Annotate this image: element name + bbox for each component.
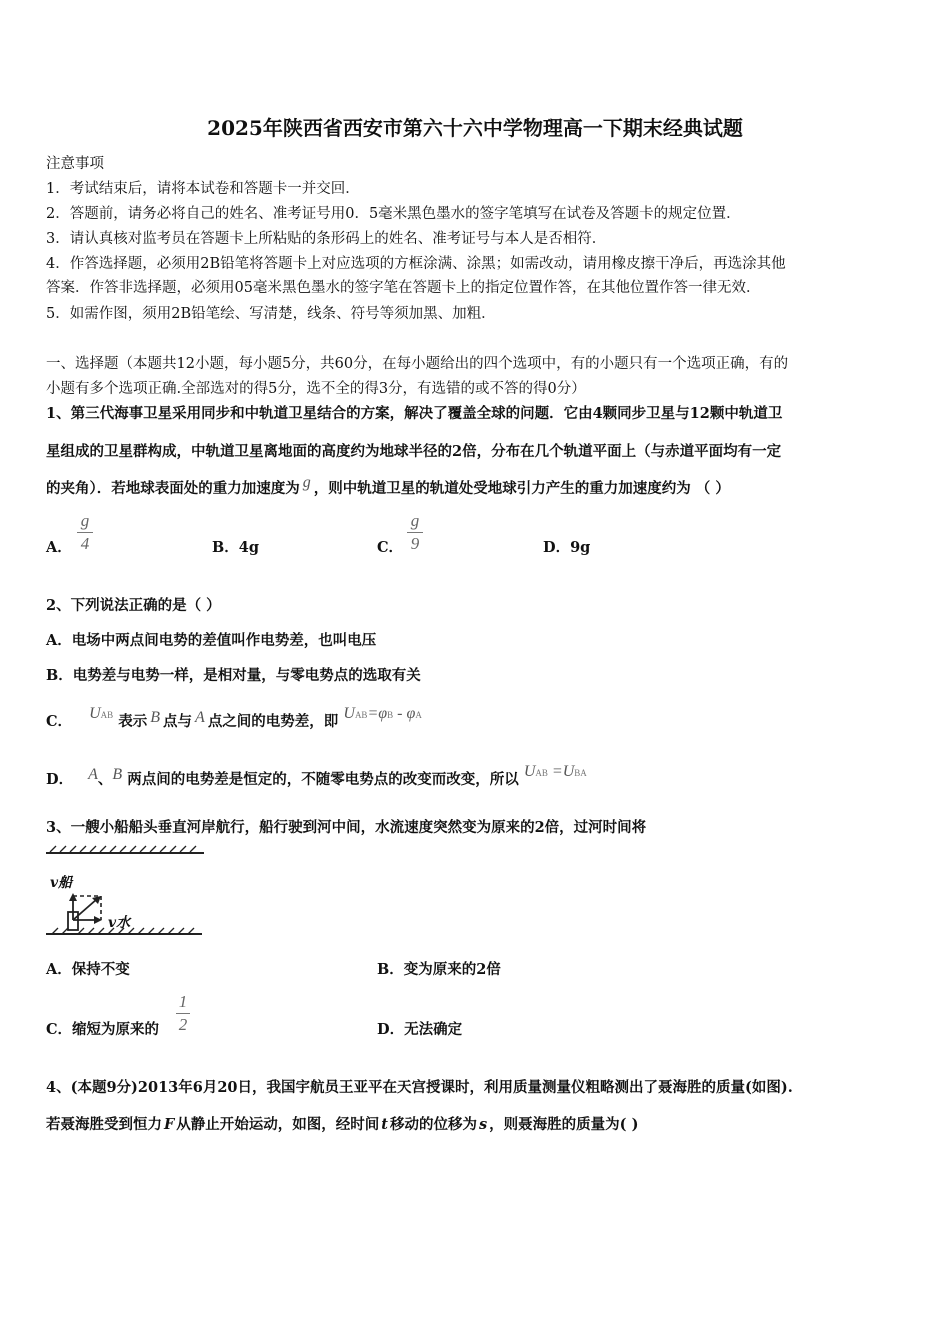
uab-equation: UAB =UBA	[523, 763, 587, 780]
q2-option-b: B．电势差与电势一样，是相对量，与零电势点的选取有关	[46, 667, 421, 684]
page-title: 2025年陕西省西安市第六十六中学物理高一下期末经典试题	[207, 116, 743, 140]
q4-line: 4、(本题9分)2013年6月20日，我国宇航员王亚平在天宫授课时，利用质量测量仪粗略测出了聂海胜的质量(如图).	[46, 1079, 793, 1096]
q1-option-c-fraction: g 9	[407, 511, 423, 554]
notice-item: 答案．作答非选择题，必须用05毫米黑色墨水的签字笔在答题卡上的指定位置作答，在其他位置作答一律无效．	[46, 280, 761, 296]
q2-option-d: D． A、B 两点间的电势差是恒定的，不随零电势点的改变而改变，所以 UAB =UBA	[46, 763, 587, 788]
notice-item: 3．请认真核对监考员在答题卡上所粘贴的条形码上的姓名、准考证号与本人是否相符．	[46, 231, 607, 247]
q1-option-b: B．4g	[212, 539, 259, 556]
q3-option-a: A．保持不变	[46, 961, 130, 978]
q2-option-c: C． UAB 表示 B 点与 A 点之间的电势差，即 UAB=φB - φA	[46, 705, 422, 730]
q3-option-b: B．变为原来的2倍	[377, 961, 501, 978]
notice-heading: 注意事项	[46, 156, 104, 172]
q1-line: 1、第三代海事卫星采用同步和中轨道卫星结合的方案，解决了覆盖全球的问题．它由4颗同步卫星与12颗中轨道卫	[46, 405, 783, 422]
g-symbol: g	[302, 474, 311, 491]
potential-equation: UAB=φB - φA	[343, 705, 422, 722]
notice-item: 1．考试结束后，请将本试卷和答题卡一并交回．	[46, 181, 360, 197]
q1-option-a-fraction: g 4	[77, 511, 93, 554]
q2-option-a: A．电场中两点间电势的差值叫作电势差，也叫电压	[46, 632, 377, 649]
q3-option-c-label: C．缩短为原来的	[46, 1021, 160, 1038]
section-line: 小题有多个选项正确.全部选对的得5分，选不全的得3分，有选错的或不答的得0分）	[46, 381, 586, 397]
v-boat-label: v船	[50, 875, 73, 891]
q4-line: 若聂海胜受到恒力 F 从静止开始运动，如图，经时间 t 移动的位移为 s ，则聂海胜的质量为( )	[46, 1116, 639, 1133]
q3-option-c-fraction: 1 2	[176, 992, 190, 1035]
q1-line: 的夹角）．若地球表面处的重力加速度为 g ，则中轨道卫星的轨道处受地球引力产生的重力加速度约为 （ ）	[46, 474, 730, 497]
q3-stem: 3、一艘小船船头垂直河岸航行，船行驶到河中间，水流速度突然变为原来的2倍，过河时间将	[46, 819, 647, 836]
section-line: 一、选择题（本题共12小题，每小题5分，共60分，在每小题给出的四个选项中，有的小题只有一个选项正确，有的	[46, 356, 789, 372]
q1-line: 星组成的卫星群构成，中轨道卫星离地面的高度约为地球半径的2倍，分布在几个轨道平面上（与赤道平面均有一定	[46, 443, 782, 460]
q1-option-a-label: A．	[46, 539, 72, 556]
q3-option-d: D．无法确定	[377, 1021, 463, 1038]
u-symbol: UAB	[89, 705, 114, 722]
notice-item: 5．如需作图，须用2B铅笔绘、写清楚，线条、符号等须加黑、加粗．	[46, 306, 496, 322]
q1-option-c-label: C．	[377, 539, 404, 556]
q1-option-d: D．9g	[543, 539, 591, 556]
q2-stem: 2、下列说法正确的是（ ）	[46, 597, 221, 614]
notice-item: 2．答题前，请务必将自己的姓名、准考证号用0．5毫米黑色墨水的签字笔填写在试卷及答题卡的规定位置．	[46, 206, 741, 222]
v-water-label: v水	[108, 915, 131, 931]
notice-item: 4．作答选择题，必须用2B铅笔将答题卡上对应选项的方框涂满、涂黑；如需改动，请用橡皮擦干净后，再选涂其他	[46, 256, 786, 272]
